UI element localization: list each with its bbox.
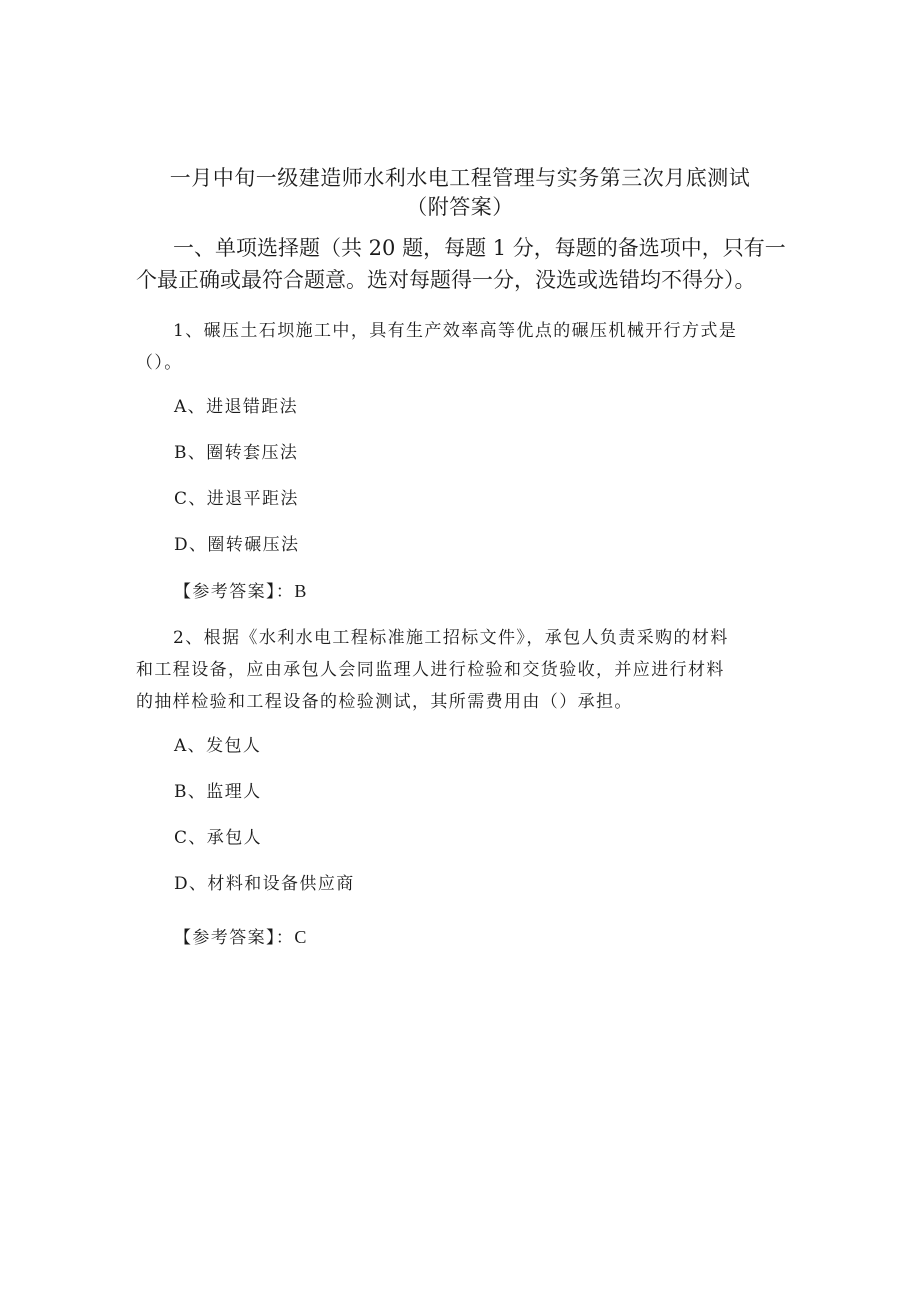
answer-value: B [294,581,307,601]
question-2-option-c: C、承包人 [174,828,263,848]
question-line: （）。 [136,353,183,373]
question-1-option-c: C、进退平距法 [174,489,299,509]
question-2-option-b: B、监理人 [174,782,262,802]
answer-label: 【参考答案】： [174,582,295,602]
question-line: 和工程设备，应由承包人会同监理人进行检验和交货验收，并应进行材料 [136,660,725,680]
question-line: 2、根据《水利水电工程标准施工招标文件》，承包人负责采购的材料 [173,628,729,648]
document-title-note: （附答案） [406,195,514,219]
question-2-option-a: A、发包人 [174,736,262,756]
document-title: 一月中旬一级建造师水利水电工程管理与实务第三次月底测试 [169,166,751,190]
question-2-option-d: D、材料和设备供应商 [174,874,355,894]
question-1-text [136,315,796,379]
section-heading-line: 个最正确或最符合题意。选对每题得一分，没选或选错均不得分）。 [136,268,756,292]
section-heading-line: 一、单项选择题（共 20 题，每题 1 分，每题的备选项中，只有一 [173,236,786,260]
question-1-answer [174,579,306,604]
question-1-option-b: B、圈转套压法 [174,443,299,463]
question-2-answer [174,925,306,950]
question-line: 1、碾压土石坝施工中，具有生产效率高等优点的碾压机械开行方式是 [173,321,738,341]
question-line: 的抽样检验和工程设备的检验测试，其所需费用由（）承担。 [136,692,633,712]
section-heading [136,232,796,296]
question-1-option-d: D、圈转碾压法 [174,535,300,555]
question-2-text [136,622,796,718]
question-1-option-a: A、进退错距法 [174,397,299,417]
answer-label: 【参考答案】： [174,928,295,948]
answer-value: C [294,927,307,947]
